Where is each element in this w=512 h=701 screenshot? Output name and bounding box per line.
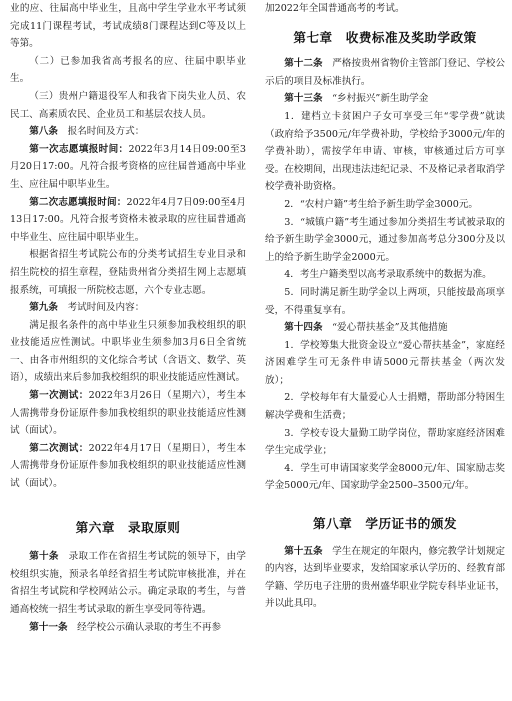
article-11-text: 经学校公示确认录取的考生不再参 xyxy=(77,621,222,633)
article-9-heading: 第九条 xyxy=(29,302,58,314)
article-15 xyxy=(265,543,505,613)
grant-item-5: 5．同时满足新生助学金以上两项，只能按最高项享受，不得重复享有。 xyxy=(265,286,505,316)
first-application-text: 2022年3月14日09:00至3月20日17:00。凡符合报考资格的应往届普通高中毕业生、应往届中职毕业生。 xyxy=(10,143,246,190)
article-14-text: “爱心帮扶基金”及其他措施 xyxy=(332,322,448,334)
chapter-7-title: 第七章 收费标准及奖助学政策 xyxy=(293,29,477,45)
first-exam-label: 第一次测试： xyxy=(29,390,89,402)
paragraph-continuation: 加2022年全国普通高考的考试。 xyxy=(265,3,405,14)
article-13-text: “乡村振兴”新生助学金 xyxy=(332,93,429,105)
article-9-text: 考试时间及内容： xyxy=(67,302,145,314)
article-15-text: 学生在规定的年限内，修完教学计划规定的内容，达到毕业要求，发给国家承认学历的、经教育部学籍、学历电子注册的贵州盛华职业学院专科毕业证书，并以此具印。 xyxy=(265,545,506,610)
paragraph-eligibility-3: （三）贵州户籍退役军人和我省下岗失业人员、农民工、高素质农民、企业员工和基层农技人员。 xyxy=(10,90,246,120)
article-9 xyxy=(10,299,246,317)
article-11-heading: 第十一条 xyxy=(29,621,68,633)
chapter-8-title: 第八章 学历证书的颁发 xyxy=(312,516,458,532)
first-application-label: 第一次志愿填报时间： xyxy=(29,143,129,155)
article-10-text: 录取工作在省招生考试院的领导下，由学校组织实施，预录名单经省招生考试院审核批准，并在省招生考试院和学校网站公示。确定录取的考生，与普通高校统一招生考试录取的新生享受同等待遇。 xyxy=(10,551,247,615)
grant-item-2: 2．“农村户籍”考生给予新生助学金3000元。 xyxy=(284,198,479,210)
article-15-heading: 第十五条 xyxy=(284,545,323,557)
article-10-heading: 第十条 xyxy=(29,551,59,563)
second-application-text: 2022年4月7日09:00至4月13日17:00。凡符合报考资格未被录取的应往届普通高中毕业生、应往届中职毕业生。 xyxy=(10,196,247,243)
right-column xyxy=(265,0,505,613)
article-8-text: 报名时间及方式： xyxy=(67,126,145,138)
article-11 xyxy=(10,619,246,637)
article-12 xyxy=(265,55,505,90)
spacer xyxy=(10,536,246,548)
spacer xyxy=(265,495,505,515)
article-12-heading: 第十二条 xyxy=(284,58,323,70)
article-13 xyxy=(265,90,505,108)
paragraph-exam-requirements: 满足报名条件的高中毕业生只须参加我校组织的职业技能适应性测试。中职毕业生须参加3月6日全省统一、由各市州组织的文化综合考试（含语文、数学、英语），成绩出来后参加我校组织的职业技能适应性测试。 xyxy=(10,319,246,384)
article-8 xyxy=(10,123,246,141)
second-exam xyxy=(10,440,246,493)
first-application-period xyxy=(10,141,246,194)
support-item-1: 1．学校筹集大批资金设立“爱心帮扶基金”，家庭经济困难学生可无条件申请5000元帮扶基金（两次发放）； xyxy=(265,339,505,386)
grant-item-3: 3．“城镇户籍”考生通过参加分类招生考试被录取的给予新生助学金3000元，通过参加高考总分300分及以上的给予新生助学金2000元。 xyxy=(265,216,505,263)
article-10 xyxy=(10,548,246,618)
spacer xyxy=(265,46,505,55)
spacer xyxy=(10,493,246,519)
paragraph-eligibility-1: 业的应、往届高中毕业生，且高中学生学业水平考试须完成11门课程考试，考试成绩8门课程达到C等及以上等第。 xyxy=(10,3,246,50)
chapter-6-title: 第六章 录取原则 xyxy=(75,519,181,535)
second-exam-text: 2022年4月17日（星期日），考生本人需携带身份证原件参加我校组织的职业技能适应性测试（面试）。 xyxy=(10,442,246,490)
grant-item-4: 4．考生户籍类型以高考录取系统中的数据为准。 xyxy=(284,269,492,281)
support-item-4: 4．学生可申请国家奖学金8000元/年、国家励志奖学金5000元/年、国家助学金2500–3500元/年。 xyxy=(265,462,505,492)
support-item-3: 3．学校专设大量勤工助学岗位，帮助家庭经济困难学生完成学业； xyxy=(265,427,505,457)
article-12-text: 严格按贵州省物价主管部门登记、学校公示后的项目及标准执行。 xyxy=(265,58,506,87)
grant-item-1: 1．建档立卡贫困户子女可享受三年“零学费”就读（政府给予3500元/年学费补助，学校给予3000元/年的学费补助），需按学年申请、审核，审核通过后方可享受。在校期间，出现违法违纪记录、不及格记录者取消学校学费补助资格。 xyxy=(265,110,505,193)
article-14-heading: 第十四条 xyxy=(284,322,323,334)
article-8-heading: 第八条 xyxy=(29,126,58,138)
paragraph-eligibility-2: （二）已参加我省高考报名的应、往届中职毕业生。 xyxy=(10,55,246,85)
article-14 xyxy=(265,319,505,337)
article-13-heading: 第十三条 xyxy=(284,93,323,105)
second-exam-label: 第二次测试： xyxy=(29,442,89,454)
first-exam-text: 2022年3月26日（星期六），考生本人需携带身份证原件参加我校组织的职业技能适应性测试（面试）。 xyxy=(10,390,246,437)
second-application-label: 第二次志愿填报时间： xyxy=(29,196,127,208)
left-column xyxy=(10,0,246,636)
spacer xyxy=(265,18,505,29)
paragraph-application-guide: 根据省招生考试院公布的分类考试招生专业目录和招生院校的招生章程，登陆贵州省分类招生网上志愿填报系统，可填报一所院校志愿，六个专业志愿。 xyxy=(10,249,246,296)
first-exam xyxy=(10,387,246,440)
second-application-period xyxy=(10,194,246,247)
support-item-2: 2．学校每年有大量爱心人士捐赠，帮助部分特困生解决学费和生活费； xyxy=(265,392,505,422)
spacer xyxy=(265,533,505,543)
